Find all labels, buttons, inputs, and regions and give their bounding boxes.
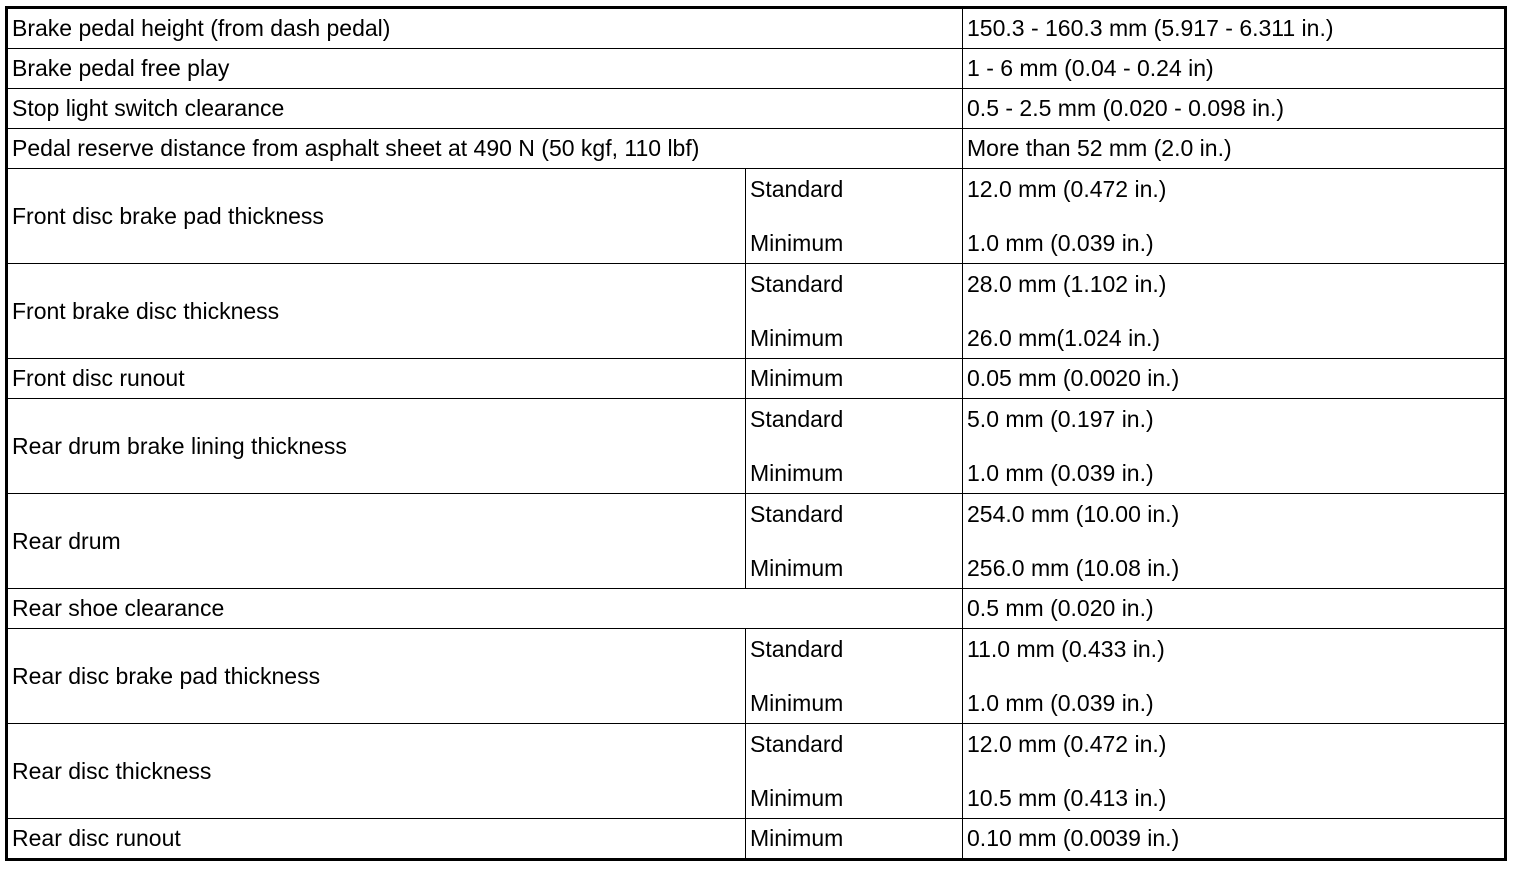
spec-value: 0.10 mm (0.0039 in.) bbox=[963, 819, 1506, 860]
spec-condition-cell bbox=[746, 724, 963, 819]
table-row bbox=[7, 494, 1506, 589]
table-row bbox=[7, 819, 1506, 860]
table-row bbox=[7, 629, 1506, 724]
condition-standard: Standard bbox=[750, 636, 844, 662]
spec-condition-cell bbox=[746, 264, 963, 359]
spec-value: 0.5 - 2.5 mm (0.020 - 0.098 in.) bbox=[963, 89, 1506, 129]
condition-standard: Standard bbox=[750, 271, 844, 297]
spec-value-standard: 5.0 mm (0.197 in.) bbox=[967, 406, 1154, 432]
spec-value: 1 - 6 mm (0.04 - 0.24 in) bbox=[963, 49, 1506, 89]
spec-item-label: Front brake disc thickness bbox=[7, 264, 746, 359]
spec-item-label: Rear disc brake pad thickness bbox=[7, 629, 746, 724]
condition-standard: Standard bbox=[750, 176, 844, 202]
spec-value-standard: 254.0 mm (10.00 in.) bbox=[967, 501, 1180, 527]
table-row bbox=[7, 399, 1506, 494]
spec-condition-cell bbox=[746, 494, 963, 589]
spec-condition-cell bbox=[746, 629, 963, 724]
spec-value-cell bbox=[963, 724, 1506, 819]
spec-item-label: Pedal reserve distance from asphalt sheet at 490 N (50 kgf, 110 lbf) bbox=[7, 129, 963, 169]
condition-minimum: Minimum bbox=[750, 460, 844, 486]
spec-item-label: Stop light switch clearance bbox=[7, 89, 963, 129]
spec-value: More than 52 mm (2.0 in.) bbox=[963, 129, 1506, 169]
spec-value-cell bbox=[963, 399, 1506, 494]
spec-condition: Minimum bbox=[746, 819, 963, 860]
table-row bbox=[7, 89, 1506, 129]
spec-value-cell bbox=[963, 169, 1506, 264]
spec-value-cell bbox=[963, 629, 1506, 724]
spec-item-label: Rear shoe clearance bbox=[7, 589, 963, 629]
spec-value-minimum: 10.5 mm (0.413 in.) bbox=[967, 785, 1167, 811]
condition-standard: Standard bbox=[750, 406, 844, 432]
spec-value-cell bbox=[963, 494, 1506, 589]
spec-item-label: Rear drum brake lining thickness bbox=[7, 399, 746, 494]
condition-minimum: Minimum bbox=[750, 690, 844, 716]
condition-minimum: Minimum bbox=[750, 230, 844, 256]
spec-value-minimum: 1.0 mm (0.039 in.) bbox=[967, 230, 1154, 256]
spec-item-label: Brake pedal free play bbox=[7, 49, 963, 89]
spec-item-label: Brake pedal height (from dash pedal) bbox=[7, 8, 963, 49]
spec-value-cell bbox=[963, 264, 1506, 359]
table-row bbox=[7, 359, 1506, 399]
spec-value: 150.3 - 160.3 mm (5.917 - 6.311 in.) bbox=[963, 8, 1506, 49]
table-row bbox=[7, 49, 1506, 89]
spec-item-label: Front disc runout bbox=[7, 359, 746, 399]
table-row bbox=[7, 129, 1506, 169]
spec-value-minimum: 1.0 mm (0.039 in.) bbox=[967, 460, 1154, 486]
table-row bbox=[7, 724, 1506, 819]
spec-value-minimum: 256.0 mm (10.08 in.) bbox=[967, 555, 1180, 581]
condition-standard: Standard bbox=[750, 731, 844, 757]
table-row bbox=[7, 169, 1506, 264]
spec-condition: Minimum bbox=[746, 359, 963, 399]
spec-condition-cell bbox=[746, 169, 963, 264]
spec-value-standard: 11.0 mm (0.433 in.) bbox=[967, 636, 1165, 662]
spec-condition-cell bbox=[746, 399, 963, 494]
condition-standard: Standard bbox=[750, 501, 844, 527]
spec-value-minimum: 26.0 mm(1.024 in.) bbox=[967, 325, 1161, 351]
spec-item-label: Rear drum bbox=[7, 494, 746, 589]
brake-specifications-table bbox=[5, 6, 1507, 861]
table-row bbox=[7, 589, 1506, 629]
spec-item-label: Rear disc thickness bbox=[7, 724, 746, 819]
spec-value-standard: 12.0 mm (0.472 in.) bbox=[967, 731, 1167, 757]
table-row bbox=[7, 8, 1506, 49]
spec-value-standard: 28.0 mm (1.102 in.) bbox=[967, 271, 1167, 297]
spec-value: 0.05 mm (0.0020 in.) bbox=[963, 359, 1506, 399]
condition-minimum: Minimum bbox=[750, 325, 844, 351]
condition-minimum: Minimum bbox=[750, 555, 844, 581]
spec-value: 0.5 mm (0.020 in.) bbox=[963, 589, 1506, 629]
condition-minimum: Minimum bbox=[750, 785, 844, 811]
spec-value-minimum: 1.0 mm (0.039 in.) bbox=[967, 690, 1154, 716]
spec-item-label: Rear disc runout bbox=[7, 819, 746, 860]
table-row bbox=[7, 264, 1506, 359]
spec-value-standard: 12.0 mm (0.472 in.) bbox=[967, 176, 1167, 202]
spec-item-label: Front disc brake pad thickness bbox=[7, 169, 746, 264]
